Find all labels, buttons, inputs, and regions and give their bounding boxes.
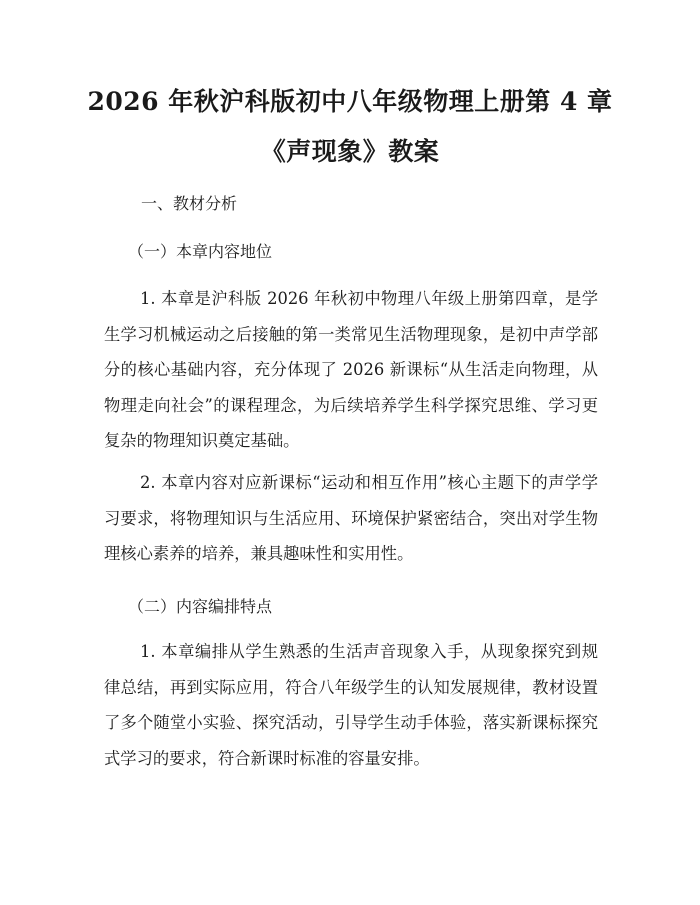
paragraph-chapter-position-1: 1. 本章是沪科版 2026 年秋初中物理八年级上册第四章，是学生学习机械运动之后接触的第一类常见生活物理现象，是初中声学部分的核心基础内容，充分体现了 2026 新课标“从生活走向物理，从物理走向社会”的课程理念，为后续培养学生科学探究思维、学习更复杂的物理知识奠定基础。: [104, 289, 598, 451]
section-heading-teaching-material-analysis: 一、教材分析: [141, 194, 238, 213]
subsection-heading-chapter-position: （一）本章内容地位: [128, 242, 273, 261]
document-title-line-2: 《声现象》教案: [260, 137, 440, 166]
paragraph-chapter-position-2: 2. 本章内容对应新课标“运动和相互作用”核心主题下的声学学习要求，将物理知识与生活应用、环境保护紧密结合，突出对学生物理核心素养的培养，兼具趣味性和实用性。: [104, 473, 598, 564]
document-title-line-1: 2026 年秋沪科版初中八年级物理上册第 4 章: [87, 87, 613, 116]
subsection-heading-content-arrangement: （二）内容编排特点: [128, 597, 273, 616]
paragraph-content-arrangement-1: 1. 本章编排从学生熟悉的生活声音现象入手，从现象探究到规律总结，再到实际应用，符合八年级学生的认知发展规律，教材设置了多个随堂小实验、探究活动，引导学生动手体验，落实新课标探究式学习的要求，符合新课时标准的容量安排。: [104, 642, 598, 768]
